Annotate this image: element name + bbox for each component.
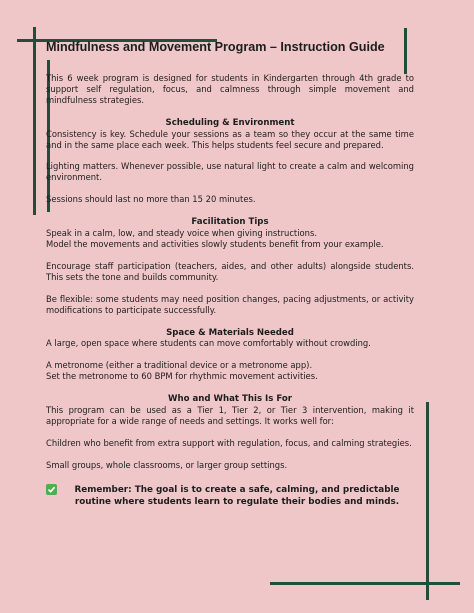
space-paragraph-2: A metronome (either a traditional device or a metronome app). Set the metronome to 60 BPM for rhythmic movement activities. [46,360,318,382]
section-heading-space-materials: Space & Materials Needed [166,327,294,338]
scheduling-paragraph-3: Sessions should last no more than 15 20 minutes. [46,194,256,205]
who-paragraph-3: Small groups, whole classrooms, or larger group settings. [46,459,288,470]
facilitation-paragraph-2: Encourage staff participation (teachers, aides, and other adults) alongside students. This sets the tone and builds community. [46,260,414,282]
section-heading-who-what: Who and What This Is For [167,394,293,405]
remember-callout [46,484,414,508]
scheduling-paragraph-2: Lighting matters. Whenever possible, use natural light to create a calm and welcoming environment. [46,161,414,183]
frame-bottom-right-vertical [426,402,429,600]
intro-paragraph: This 6 week program is designed for students in Kindergarten through 4th grade to support self regulation, focus, and calmness through simple movement and mindfulness strategies. [46,73,414,105]
space-paragraph-1: A large, open space where students can move comfortably without crowding. [46,338,371,349]
section-heading-scheduling: Scheduling & Environment [165,117,295,128]
instruction-guide [46,40,414,508]
who-paragraph-2: Children who benefit from extra support with regulation, focus, and calming strategies. [46,437,412,448]
frame-top-left-vertical [33,27,36,215]
frame-bottom-right-horizontal [270,582,460,585]
scheduling-paragraph-1: Consistency is key. Schedule your sessions as a team so they occur at the same time and in the same place each week. This helps students feel secure and prepared. [46,128,414,150]
check-box-icon [46,484,57,495]
who-paragraph-1: This program can be used as a Tier 1, Tier 2, or Tier 3 intervention, making it appropriate for a wide range of needs and settings. It works well for: [46,405,414,426]
facilitation-paragraph-3: Be flexible: some students may need position changes, pacing adjustments, or activity modifications to participate successfully. [46,293,414,315]
facilitation-paragraph-1: Speak in a calm, low, and steady voice when giving instructions. Model the movements and activities slowly students benefit from your example. [46,228,384,249]
remember-text: Remember: The goal is to create a safe, calming, and predictable routine where students learn to regulate their bodies and minds. [74,484,400,507]
section-heading-facilitation: Facilitation Tips [191,217,269,228]
page-title: Mindfulness and Movement Program – Instruction Guide [46,40,385,54]
